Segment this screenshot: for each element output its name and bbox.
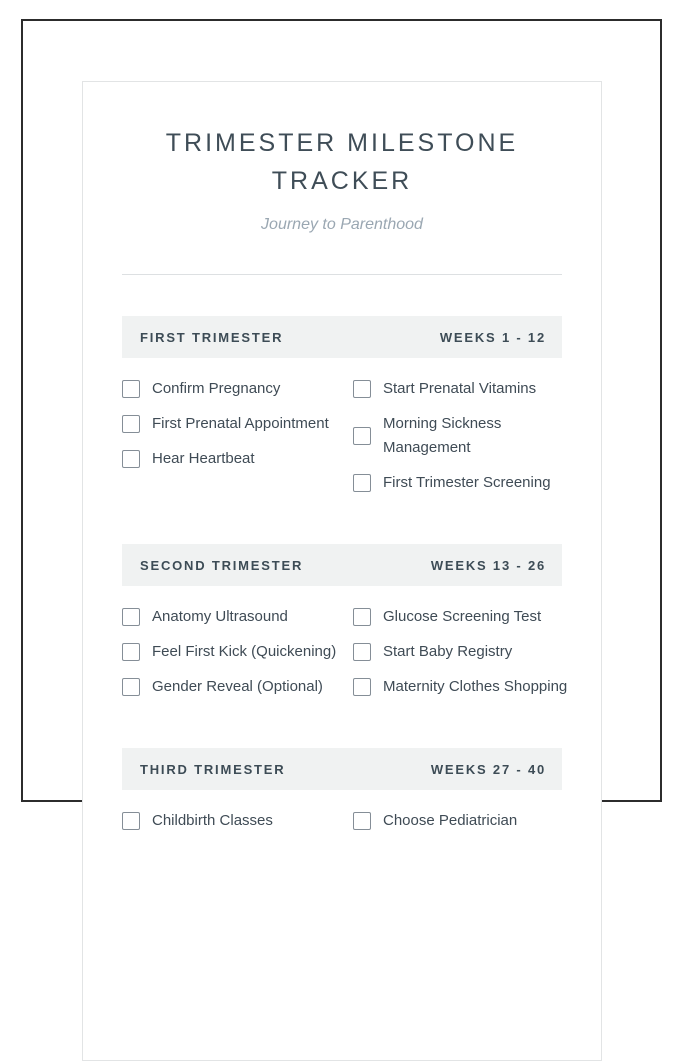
checklist-item xyxy=(122,809,353,833)
section-second-trimester xyxy=(122,544,568,710)
checkbox[interactable] xyxy=(353,812,371,830)
checklist-item xyxy=(122,377,353,401)
checklist-item xyxy=(122,640,353,664)
checklist-column-right xyxy=(353,605,567,710)
checklist-column-left xyxy=(122,809,353,844)
section-weeks-badge: WEEKS 27 - 40 xyxy=(430,761,546,777)
checkbox[interactable] xyxy=(353,678,371,696)
checklist-item-label: Morning Sickness Management xyxy=(383,415,502,456)
checklist-item xyxy=(353,605,567,629)
checklist-item-label: Gender Reveal (Optional) xyxy=(152,678,323,695)
page-subtitle: Journey to Parenthood xyxy=(261,216,423,233)
section-header xyxy=(122,748,562,790)
divider xyxy=(122,274,562,275)
section-third-trimester xyxy=(122,748,562,844)
checklist-item-label: Anatomy Ultrasound xyxy=(152,608,288,625)
checklist-column-left xyxy=(122,377,353,506)
section-weeks-badge: WEEKS 1 - 12 xyxy=(439,329,546,345)
checklist-item-label: Glucose Screening Test xyxy=(383,608,542,625)
checkbox[interactable] xyxy=(353,474,371,492)
checkbox[interactable] xyxy=(122,608,140,626)
checklist-item-label: Maternity Clothes Shopping xyxy=(383,678,568,695)
checklist-item-label: Choose Pediatrician xyxy=(383,812,518,829)
page-title: TRIMESTER MILESTONE TRACKER xyxy=(165,129,519,195)
checklist-column-left xyxy=(122,605,353,710)
checklist-item-label: Start Baby Registry xyxy=(383,643,513,660)
checklist-item xyxy=(353,809,562,833)
checkbox[interactable] xyxy=(122,380,140,398)
section-header xyxy=(122,544,562,586)
section-weeks-badge: WEEKS 13 - 26 xyxy=(430,557,546,573)
checkbox[interactable] xyxy=(122,415,140,433)
checklist xyxy=(122,809,562,844)
tracker-card xyxy=(82,81,602,1061)
checklist-column-right xyxy=(353,809,562,844)
checklist-item-label: First Trimester Screening xyxy=(383,474,551,491)
checklist-item-label: Hear Heartbeat xyxy=(152,450,255,467)
checklist-column-right xyxy=(353,377,562,506)
checklist-item xyxy=(353,471,562,495)
checklist-item xyxy=(122,675,353,699)
checklist xyxy=(122,377,562,506)
checklist-item-label: Feel First Kick (Quickening) xyxy=(152,643,337,660)
checklist xyxy=(122,605,568,710)
checkbox[interactable] xyxy=(353,427,371,445)
section-title: FIRST TRIMESTER xyxy=(140,329,284,345)
checklist-item xyxy=(353,675,567,699)
checklist-item-label: Start Prenatal Vitamins xyxy=(383,380,537,397)
page-border xyxy=(21,19,662,829)
checklist-item-label: First Prenatal Appointment xyxy=(152,415,329,432)
checklist-item xyxy=(353,640,567,664)
checklist-item xyxy=(122,447,353,471)
checkbox[interactable] xyxy=(353,643,371,661)
checklist-item-label: Confirm Pregnancy xyxy=(152,380,281,397)
checklist-item xyxy=(122,605,353,629)
checkbox[interactable] xyxy=(122,643,140,661)
checkbox[interactable] xyxy=(122,678,140,696)
section-title: THIRD TRIMESTER xyxy=(140,761,286,777)
section-title: SECOND TRIMESTER xyxy=(140,557,304,573)
section-first-trimester xyxy=(122,316,562,506)
checkbox[interactable] xyxy=(122,450,140,468)
checklist-item xyxy=(353,377,562,401)
checklist-item-label: Childbirth Classes xyxy=(152,812,273,829)
section-header xyxy=(122,316,562,358)
checklist-item xyxy=(122,412,353,436)
checkbox[interactable] xyxy=(122,812,140,830)
checkbox[interactable] xyxy=(353,608,371,626)
checkbox[interactable] xyxy=(353,380,371,398)
checklist-item xyxy=(353,412,562,460)
